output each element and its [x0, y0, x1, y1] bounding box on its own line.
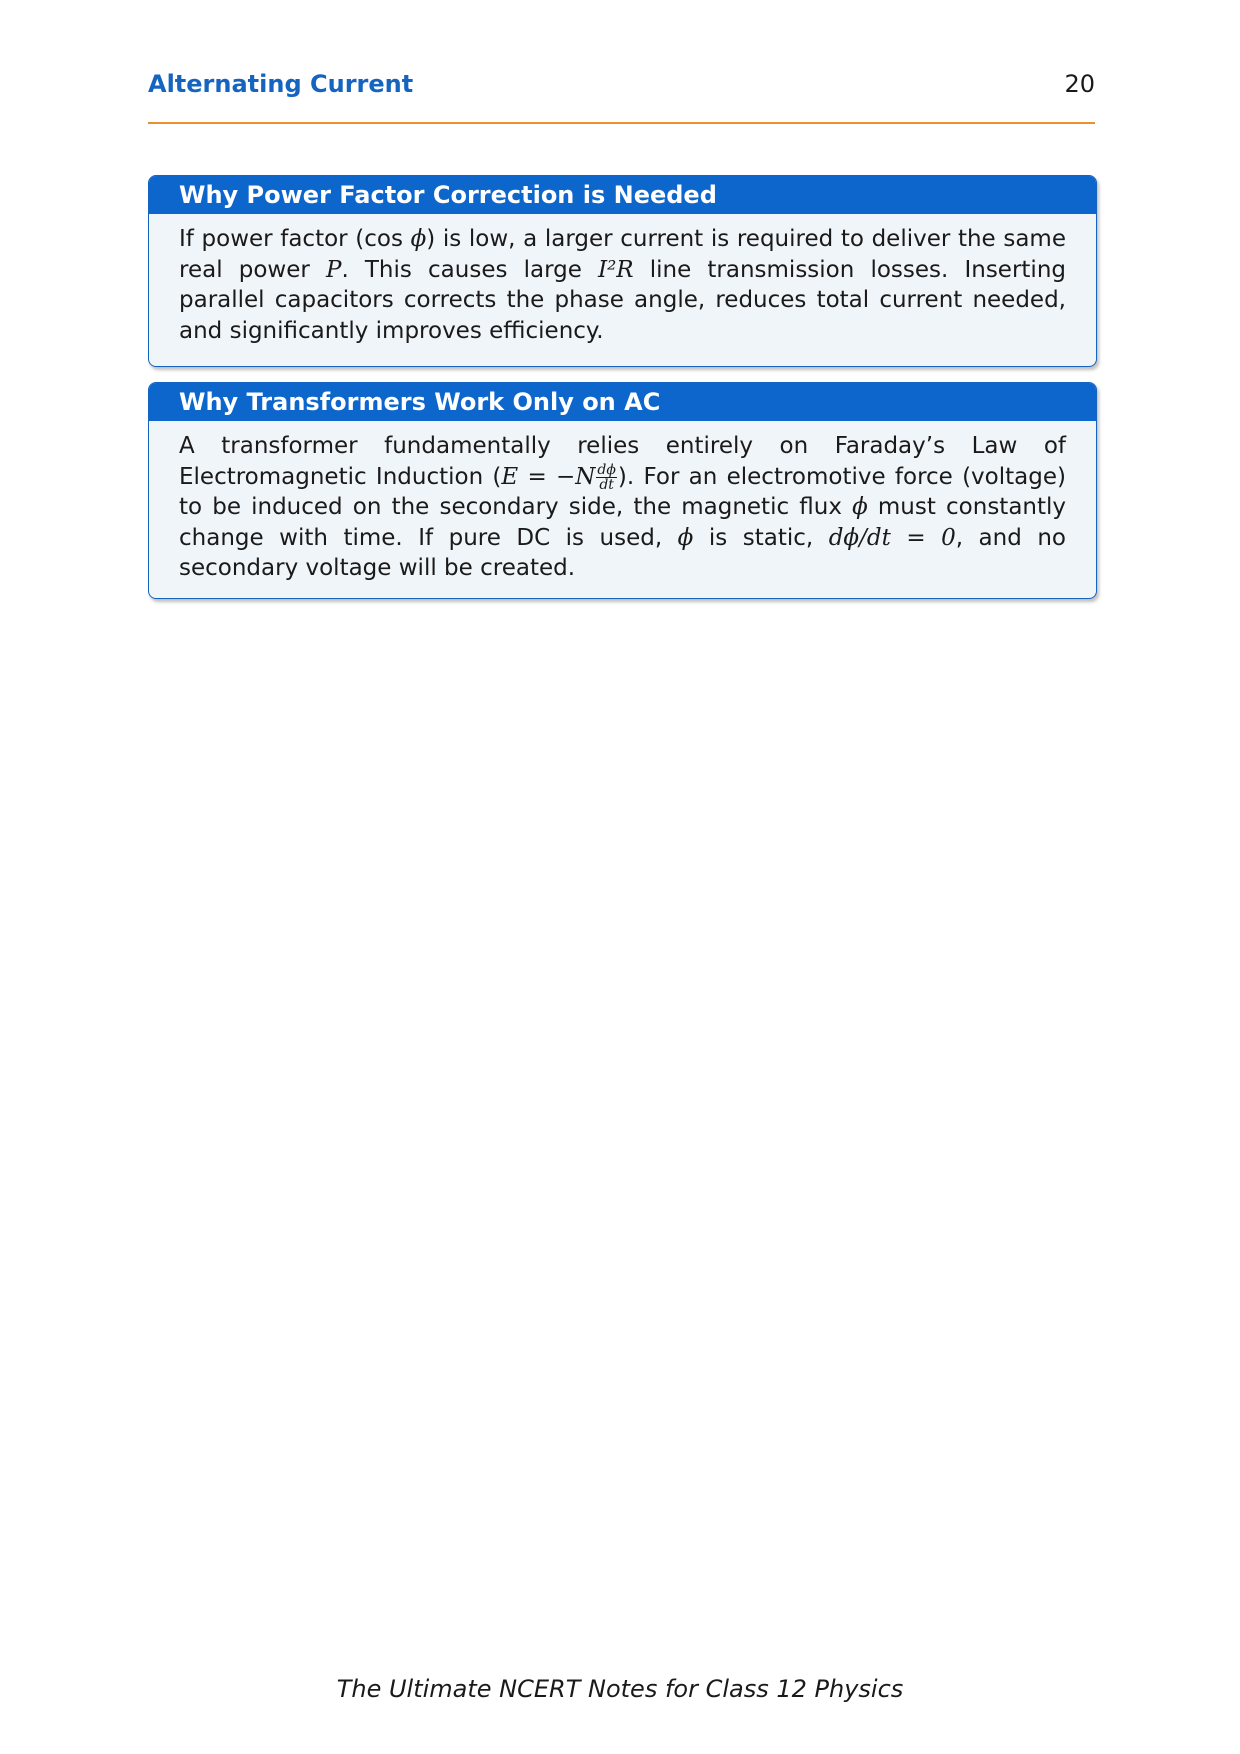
math-fraction [596, 463, 617, 492]
math-i2r: I²R [598, 256, 634, 283]
text-run: ) is low, a larger current is required to deliver the same real power [179, 226, 1066, 283]
page-number: 20 [1064, 70, 1095, 98]
math-derivative-zero: dϕ/dt = 0 [828, 524, 956, 551]
box-body [149, 421, 1096, 584]
text-run: line transmission losses. Inserting parallel capacitors corrects the phase angle, reduces total current needed, and significantly improves efficiency. [179, 256, 1066, 344]
box-title: Why Power Factor Correction is Needed [149, 176, 1096, 214]
info-box-power-factor [148, 175, 1097, 367]
chapter-title: Alternating Current [148, 70, 414, 98]
math-phi: ϕ [410, 226, 427, 252]
text-run: . This causes large [341, 256, 598, 283]
text-run: ). For an electromotive force (voltage) to be induced on the secondary side, the magnetic flux [179, 463, 1066, 520]
info-box-transformers [148, 382, 1097, 599]
math-phi: ϕ [677, 524, 694, 551]
box-body [149, 214, 1096, 346]
text-run: is static, [693, 524, 829, 551]
text-run: If power factor (cos [179, 226, 411, 252]
box-title: Why Transformers Work Only on AC [149, 383, 1096, 421]
fraction-numerator: dϕ [597, 461, 616, 478]
text-run: must constantly change with time. If pure DC is used, [179, 494, 1067, 551]
math-phi: ϕ [852, 494, 868, 520]
math-power: P [325, 256, 342, 283]
math-emf-formula: E = −N [501, 463, 596, 490]
page-header [148, 66, 1095, 124]
fraction-denominator: dt [599, 476, 614, 493]
page-footer: The Ultimate NCERT Notes for Class 12 Physics [336, 1675, 904, 1703]
text-run: , and no secondary voltage will be created. [179, 524, 1066, 581]
text-run: A transformer fundamentally relies entirely on Faraday’s Law of Electromagnetic Induction ( [179, 433, 1066, 490]
